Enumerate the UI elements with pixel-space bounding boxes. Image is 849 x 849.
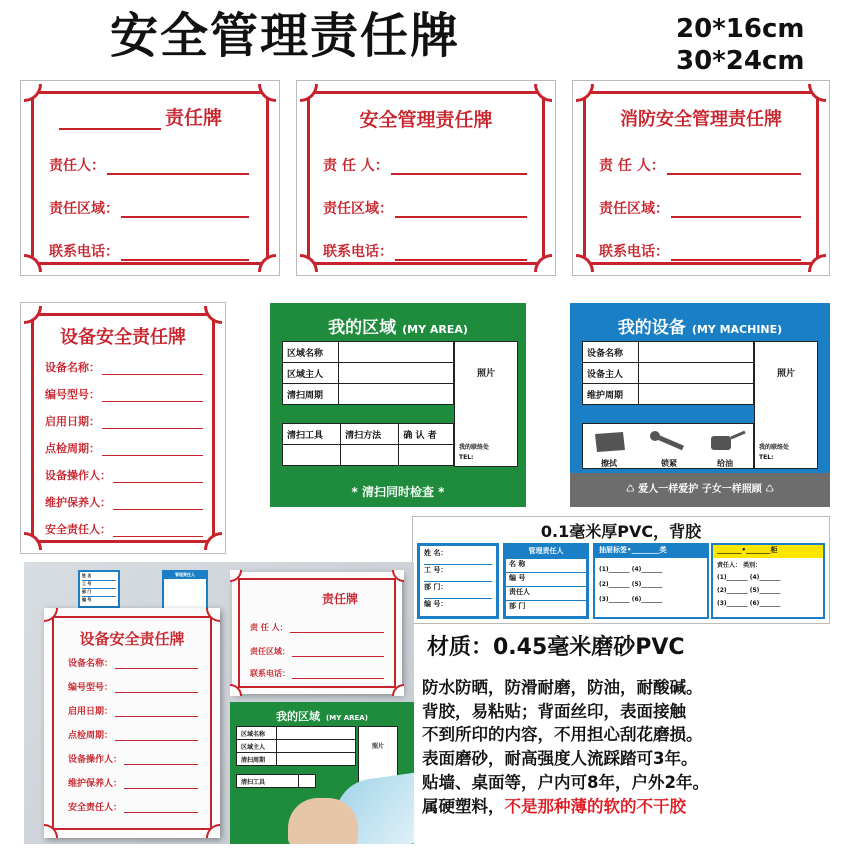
description-line: 贴墙、桌面等，户内可8年，户外2年。 [422,772,709,792]
machine-row-label: 设备名称 [583,342,639,363]
name-tag-label [417,543,499,619]
row-label: 责任区域： [323,201,393,217]
machine-row-label: 维护周期 [583,384,639,405]
photo-row: 责任区域： [250,646,384,657]
row-label: 设备操作人： [45,469,111,482]
photo-row: 责 任 人： [250,622,384,633]
row-field [45,413,203,429]
sign-heading: 设备安全责任牌 [60,327,186,348]
sign-heading: 消防安全管理责任牌 [620,109,782,130]
row-label: 点检周期： [45,442,100,455]
page-title: 安全管理责任牌 [110,8,461,64]
description-block [422,676,709,818]
row-label: 安全责任人： [45,523,111,536]
size-label-large: 30*24cm [676,46,805,76]
tel-label: TEL: [759,454,774,461]
sign-heading: 安全管理责任牌 [359,109,493,131]
row-phone [323,241,527,261]
tag-row: (1)_______ (4)_______ [717,574,781,581]
tool-label: 锁紧 [661,459,677,468]
sign-fire-safety [572,80,830,276]
row-label: 责任人： [49,158,105,174]
area-col-label: 清扫方法 [341,424,399,445]
tag-heading: _______•_______柜 [713,545,823,558]
drawer-tag-label [593,543,709,619]
photo-row: 编号型号： [68,680,198,693]
photo-responsibility-sign [232,572,402,694]
description-line: 防水防晒，防滑耐磨，防油，耐酸碱。 [422,678,703,697]
area-row-label: 清扫周期 [283,384,339,405]
tag-row: 部 门 [509,602,526,610]
row-label: 责任区域： [49,201,119,217]
contact-label: 我的联络处 [759,444,790,451]
area-form-table [282,341,454,405]
row-area [323,198,527,218]
tag-row: 名 称 [506,559,586,573]
area-heading: 我的区域 (MY AREA) [328,318,468,338]
photo-area-sticker: 我的区域 (MY AREA) 区域名称 区域主人 清扫周期 照片 清扫工具 [230,702,414,844]
photo-label: 照片 [358,726,398,792]
description-line: 属硬塑料，不是那种薄的软的不干胶 [422,796,686,816]
tool-label: 擦拭 [601,459,617,468]
tag-sub: 责任人： 类别： [717,562,762,569]
tag-row: (3)_______ (6)_______ [717,600,781,607]
sign-equipment-safety [20,302,226,554]
photo-label: 照片 [776,369,795,379]
tool-label: 给油 [717,459,733,468]
tag-row: (1)_______ (4)_______ [599,566,663,573]
row-field [45,494,203,510]
row-label: 维护保养人： [45,496,111,509]
sign-safety-management [296,80,556,276]
sign-my-area [270,303,526,507]
tag-row: 责任人 [506,587,586,601]
row-label: 责 任 人： [599,158,665,174]
area-photo-box [454,341,518,467]
row-field [45,440,203,456]
sign-my-machine [570,303,830,507]
photo-row: 联系电话： [250,668,384,679]
contact-label: 我的联络处 [459,444,490,451]
tel-label: TEL: [459,454,474,461]
row-label: 编号型号： [45,388,100,401]
area-footer: * 清扫同时检查 * [351,485,445,499]
area-row-label: 区域名称 [283,342,339,363]
tag-heading: 抽屉标签•________类 [595,545,707,558]
heading-blank [59,112,161,130]
row-field [45,521,203,537]
row-person [599,155,801,175]
sign-heading: 责任牌 [165,107,223,129]
row-area [599,198,801,218]
product-photo [24,562,414,844]
size-label-small: 20*16cm [676,14,805,44]
tag-row: 姓 名： [424,548,492,565]
tag-row: 工 号： [424,565,492,582]
row-label: 联系电话： [599,244,669,260]
row-label: 责任区域： [599,201,669,217]
mini-manager-tag: 管理责任人 [162,570,208,610]
tag-row: 部 门： [424,582,492,599]
tag-row: 编 号 [506,573,586,587]
machine-photo-box [754,341,818,469]
tag-heading: 管理责任人 [506,546,586,559]
row-field [45,359,203,375]
photo-row: 设备操作人： [68,752,198,765]
machine-form-table [582,341,754,405]
wrench-icon [650,431,683,448]
tag-row: (2)_______ (5)_______ [717,587,781,594]
photo-sign-heading: 责任牌 [322,592,359,606]
row-field [45,467,203,483]
machine-tools-box [582,423,754,469]
photo-row: 点检周期： [68,728,198,741]
photo-sign-heading: 设备安全责任牌 [79,630,185,648]
description-highlight: 不是那种薄的软的不干胶 [504,796,686,816]
area-col-label: 清扫工具 [283,424,341,445]
row-label: 联系电话： [323,244,393,260]
photo-row: 启用日期： [68,704,198,717]
row-area [49,198,249,218]
row-label: 启用日期： [45,415,100,428]
machine-row-label: 设备主人 [583,363,639,384]
pvc-labels-box [412,516,830,624]
photo-row: 安全责任人： [68,800,198,813]
description-line: 背胶，易粘贴；背面丝印，表面接触 [422,701,686,721]
photo-row: 维护保养人： [68,776,198,789]
tag-row: 编 号： [424,600,448,608]
cabinet-tag-label [711,543,825,619]
area-bottom-table [282,423,454,466]
row-phone [49,241,249,261]
cloth-icon [595,432,625,452]
row-person [49,155,249,175]
machine-footer: ♺ 爱人一样爱护 子女一样照顾 ♺ [570,473,830,507]
description-line: 不到所印的内容，不用担心刮花磨损。 [422,725,703,745]
hand [288,798,358,844]
tag-row: (3)_______ (6)_______ [599,596,663,603]
row-person [323,155,527,175]
area-row-label: 区域主人 [283,363,339,384]
tag-row: (2)_______ (5)_______ [599,581,663,588]
pvc-heading: 0.1毫米厚PVC，背胶 [540,522,702,541]
photo-row: 设备名称： [68,656,198,669]
photo-label: 照片 [476,369,495,379]
photo-equipment-sign [44,608,220,838]
row-label: 设备名称： [45,361,100,374]
row-phone [599,241,801,261]
manager-tag-label [503,543,589,619]
oil-can-icon [711,432,745,450]
machine-heading: 我的设备 (MY MACHINE) [617,318,783,338]
row-label: 联系电话： [49,244,119,260]
sign-responsibility [20,80,280,276]
material-heading: 材质：0.45毫米磨砂PVC [427,635,685,660]
description-line: 表面磨砂，耐高强度人流踩踏可3年。 [422,749,698,769]
row-field [45,386,203,402]
mini-name-tag: 姓 名 工 号 部 门 编 号 [78,570,120,608]
row-label: 责 任 人： [323,158,389,174]
area-col-label: 确 认 者 [399,424,454,445]
